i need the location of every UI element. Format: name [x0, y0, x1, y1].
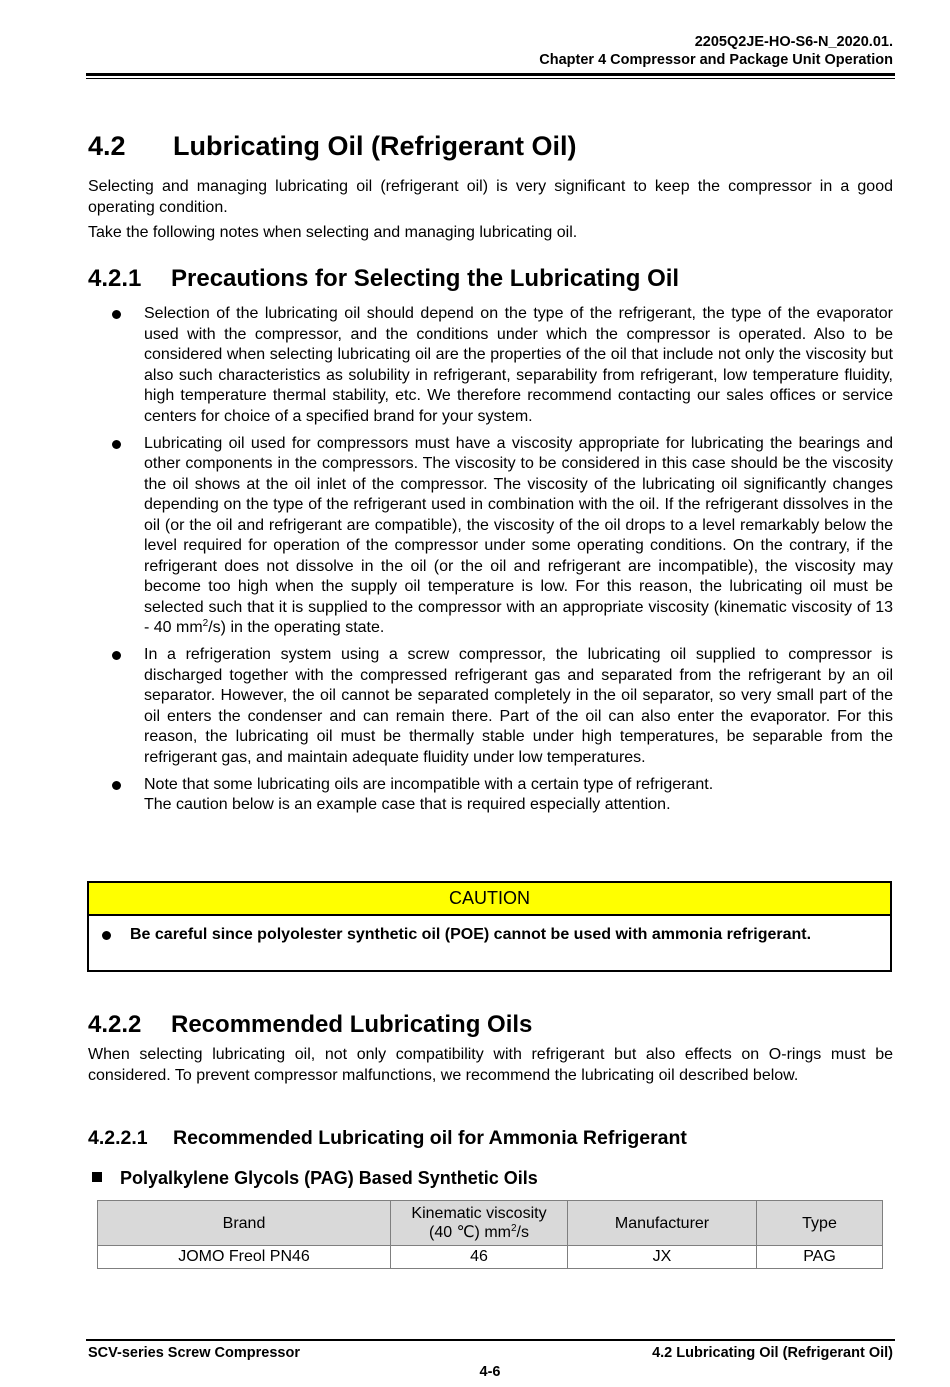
caution-label: CAUTION — [89, 883, 890, 916]
bullet-text: In a refrigeration system using a screw compressor, the lubricating oil supplied to compressor is discharged together with the compressed refrigerant gas and separated from the refrigerant by an oil separator. However, the oil cannot be separated completely in the oil separator, so very small part of the oil enters the condenser and can remain there. Part of the oil can also enter the evaporator. For this reason, the lubricating oil must be thermally stable under high temperatures, be separable from the refrigerant gas, and maintain adequate fluidity under low temperatures. — [144, 646, 893, 766]
list-item — [88, 645, 893, 768]
footer-product: SCV-series Screw Compressor — [88, 1345, 300, 1361]
viscosity-header-unit: /s — [516, 1224, 529, 1241]
oil-group-heading — [92, 1168, 538, 1189]
header-rule-thin — [86, 78, 895, 79]
column-header-brand: Brand — [98, 1201, 391, 1246]
cell-manufacturer: JX — [568, 1246, 757, 1269]
bullet-icon — [102, 931, 111, 940]
bullet-icon — [112, 651, 121, 660]
subsection-heading-recommended — [88, 1011, 532, 1039]
page-number: 4-6 — [479, 1364, 501, 1380]
page-header — [539, 33, 893, 69]
precautions-list — [88, 304, 893, 822]
oil-table — [97, 1200, 883, 1269]
bullet-icon — [112, 310, 121, 319]
intro-paragraph-2: Take the following notes when selecting and managing lubricating oil. — [88, 224, 578, 241]
table-row — [98, 1246, 883, 1269]
viscosity-header-line2: (40 ℃) mm — [429, 1224, 511, 1241]
caution-box — [87, 881, 892, 972]
subsubsection-heading — [88, 1127, 687, 1150]
recommended-paragraph: When selecting lubricating oil, not only compatibility with refrigerant but also effects on O-rings must be considered. To prevent compressor malfunctions, we recommend the lubricating oil described below. — [88, 1046, 893, 1084]
bullet-text: Selection of the lubricating oil should depend on the type of the refrigerant, the type of the evaporator used with the compressor, and the conditions under which the compressor is operated. Also to be considered when selecting lubricating oil are the properties of the oil that include not only the viscosity but also such characteristics as solubility in refrigerant, separability from refrigerant, low temperature fluidity, high temperature thermal stability, etc. We therefore recommend contacting our sales offices or service centers for choice of a specified brand for your system. — [144, 305, 893, 425]
list-item — [88, 775, 893, 816]
section-number: 4.2 — [88, 131, 126, 161]
subsubsection-number: 4.2.2.1 — [88, 1127, 148, 1149]
subsection-title: Recommended Lubricating Oils — [171, 1011, 533, 1038]
column-header-manufacturer: Manufacturer — [568, 1201, 757, 1246]
column-header-viscosity — [391, 1201, 568, 1246]
oil-group-title: Polyalkylene Glycols (PAG) Based Synthetic Oils — [120, 1168, 538, 1188]
superscript: 2 — [510, 1223, 517, 1234]
bullet-text-tail: /s) in the operating state. — [208, 619, 385, 636]
subsection-number: 4.2.1 — [88, 265, 142, 292]
table-header-row — [98, 1201, 883, 1246]
subsubsection-title: Recommended Lubricating oil for Ammonia Refrigerant — [173, 1127, 687, 1149]
document-id: 2205Q2JE-HO-S6-N_2020.01. — [694, 34, 893, 50]
intro-paragraph-1: Selecting and managing lubricating oil (refrigerant oil) is very significant to keep the compressor in a good operating condition. — [88, 178, 893, 216]
section-title: Lubricating Oil (Refrigerant Oil) — [173, 131, 577, 161]
viscosity-header-line1: Kinematic viscosity — [411, 1205, 547, 1222]
bullet-icon — [112, 781, 121, 790]
cell-viscosity: 46 — [391, 1246, 568, 1269]
square-bullet-icon — [92, 1172, 102, 1182]
header-rule — [86, 73, 895, 76]
column-header-type: Type — [757, 1201, 883, 1246]
footer-rule — [86, 1339, 895, 1341]
bullet-text: Note that some lubricating oils are incompatible with a certain type of refrigerant. — [144, 775, 714, 793]
chapter-title: Chapter 4 Compressor and Package Unit Operation — [539, 52, 893, 68]
bullet-icon — [112, 440, 121, 449]
section-heading — [88, 131, 577, 162]
subsection-heading-precautions — [88, 265, 679, 293]
bullet-text: Lubricating oil used for compressors must have a viscosity appropriate for lubricating the bearings and other components in the compressors. The viscosity to be considered in this case should be the viscosity the oil shows at the oil inlet of the compressor. The viscosity of the lubricating oil significantly changes depending on the type of the refrigerant used in combination with the oil. If the refrigerant dissolves in the oil (or the oil and refrigerant are compatible), the viscosity of the oil drops to a level remarkably below the level required for operation of the compressor under some operating conditions. On the contrary, if the refrigerant does not dissolve in the oil (or the oil and refrigerant are incompatible), the viscosity may become too high when the supply oil temperature is low. For this reason, the lubricating oil must be selected such that it is supplied to the compressor with an appropriate viscosity (kinematic viscosity of 13 - 40 mm — [144, 434, 893, 636]
caution-text: Be careful since polyolester synthetic oil (POE) cannot be used with ammonia refrigerant. — [130, 926, 812, 943]
recommended-intro — [88, 1045, 893, 1086]
cell-brand: JOMO Freol PN46 — [98, 1246, 391, 1269]
list-item — [88, 304, 893, 427]
subsection-title: Precautions for Selecting the Lubricating Oil — [171, 265, 680, 292]
list-item — [88, 434, 893, 639]
bullet-text-line2: The caution below is an example case that is required especially attention. — [144, 796, 671, 813]
superscript: 2 — [202, 618, 209, 629]
section-intro — [88, 177, 893, 244]
subsection-number: 4.2.2 — [88, 1011, 142, 1038]
caution-body — [89, 916, 890, 946]
footer-section: 4.2 Lubricating Oil (Refrigerant Oil) — [652, 1345, 893, 1361]
cell-type: PAG — [757, 1246, 883, 1269]
